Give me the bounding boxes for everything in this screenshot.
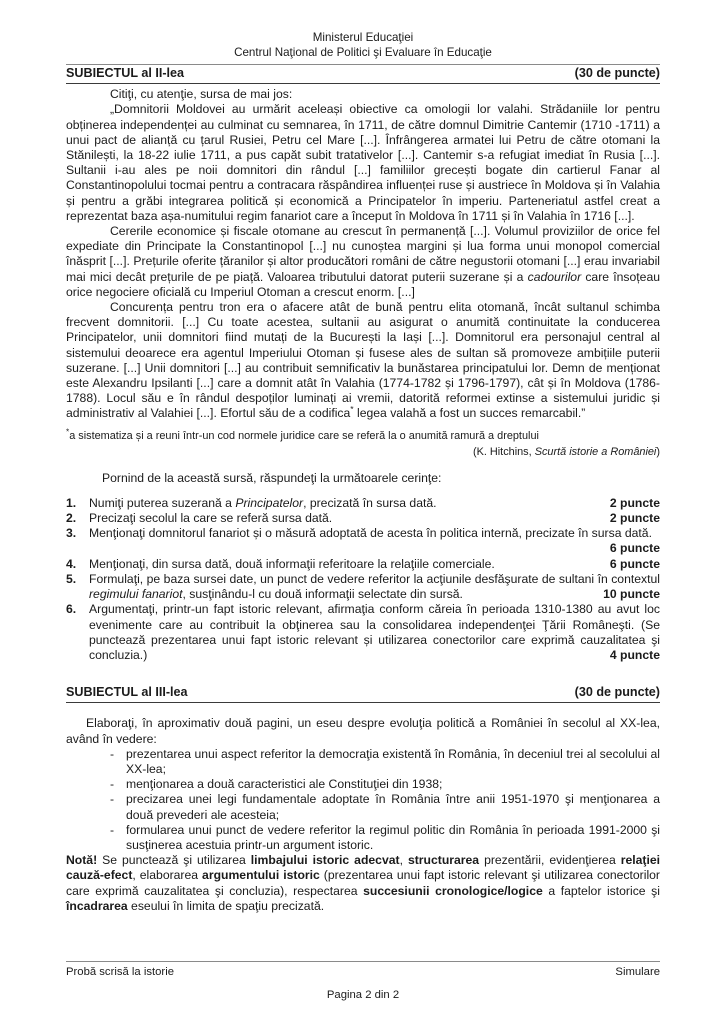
essay-bullet (110, 823, 660, 853)
essay-bullet (110, 792, 660, 822)
bullet-text: precizarea unei legi fundamentale adoptate în România între anii 1951-1970 şi menţionarea a două prevederi ale acesteia; (126, 792, 660, 822)
question-number: 1. (66, 495, 77, 510)
source-text (66, 102, 660, 421)
bullet-marker: - (110, 822, 115, 837)
question-points: 6 puncte (609, 541, 660, 556)
question-points: 4 puncte (609, 647, 660, 662)
question-text-content: Menţionaţi, din sursa dată, două informaţii referitoare la relaţiile comerciale. (89, 556, 495, 571)
question-number: 4. (66, 556, 77, 571)
question-item (66, 526, 660, 556)
question-item (66, 602, 660, 663)
document-header (66, 30, 660, 60)
question-points: 2 puncte (609, 495, 660, 510)
question-text-content: Numiţi puterea suzerană a Principatelor, precizată în sursa dată. (89, 495, 437, 510)
question-number: 6. (66, 602, 77, 617)
footer-session: Simulare (615, 966, 660, 978)
question-item (66, 511, 660, 526)
bullet-text: prezentarea unui aspect referitor la democraţia existentă în România, în deceniul trei al secolului al XX-lea; (126, 746, 660, 776)
question-text (89, 557, 660, 572)
bullet-marker: - (110, 777, 115, 792)
questions-list (66, 496, 660, 663)
question-number: 3. (66, 526, 77, 541)
essay-bullet (110, 777, 660, 792)
question-text (89, 496, 660, 511)
ministry-line: Ministerul Educaţiei (312, 31, 414, 44)
subject3-points: (30 de puncte) (574, 685, 660, 700)
footer-page-number: Pagina 2 din 2 (326, 989, 400, 1001)
question-points: 10 puncte (603, 587, 660, 602)
question-item (66, 572, 660, 602)
question-text-content: Formulaţi, pe baza sursei date, un punct de vedere referitor la acţiunile desfăşurate de sultani în contextul regimului fanariot, susţinându-l cu două informaţii selectate din sursă. (89, 571, 660, 602)
question-text (89, 602, 660, 663)
subject2-title: SUBIECTUL al II-lea (66, 66, 185, 80)
essay-intro: Elaboraţi, în aproximativ două pagini, un eseu despre evoluţia politică a României în secolul al XX-lea, având în vedere: (66, 716, 660, 746)
subject2-points: (30 de puncte) (574, 66, 660, 80)
source-citation: (K. Hitchins, Scurtă istorie a României) (472, 445, 660, 458)
document-footer (66, 961, 660, 1002)
bullet-text: formularea unui punct de vedere referitor la regimul politic din România în perioada 1991-2000 şi susţinerea acestuia printr-un argument istoric. (126, 822, 660, 852)
grading-note: Notă! Se punctează şi utilizarea limbajului istoric adecvat, structurarea prezentării, evidenţierea relaţiei cauză-efect, elaborarea argumentului istoric (prezentarea unui fapt istoric relevant şi utilizarea conectorilor care exprimă cauzalitatea şi concluzia), respectarea succesiunii cronologice/logice a faptelor istorice şi încadrarea eseului în limita de spaţiu precizată. (66, 853, 661, 913)
question-item (66, 496, 660, 511)
bullet-text: menţionarea a două caracteristici ale Constituţiei din 1938; (126, 777, 443, 792)
essay-bullet (110, 747, 660, 777)
question-points: 2 puncte (609, 511, 660, 526)
source-footnote: *a sistematiza și a reuni într-un cod normele juridice care se referă la o anumită ramură a dreptului (66, 427, 539, 442)
question-number: 2. (66, 511, 77, 526)
source-paragraph-3: Concurența pentru tron era o afacere atât de bună pentru elita otomană, încât sultanul schimba frecvent domnitorii. [...] Cu toate acestea, sultanii au asigurat o anumită continuitate la conducerea Principatelor, unii domnitori fiind mutați de la București la Iași [...]. Domnitorul era personajul central al sistemului deoarece era agentul Imperiului Otoman și fusese ales de sultan să promoveze ambițiile puterii suzerane. [...] Unii domnitori [...] au contribuit semnificativ la bunăstarea principatului lor. Demn de menționat este Alexandru Ipsilanti [...] care a domnit atât în Valahia (1774-1782 și 1796-1797), cât și în Moldova (1786-1788). Locul său e în rândul despoților luminați ai vremii, datorită reformei extinse a sistemului juridic și administrativ al Valahiei [...]. Efortul său de a codifica* legea valahă a fost un succes remarcabil.” (66, 300, 660, 421)
subject3-header (66, 684, 660, 703)
question-text-content: Menţionaţi domnitorul fanariot și o măsură adoptată de acesta în politica internă, precizate în sursa dată. (89, 526, 652, 541)
footer-exam-type: Probă scrisă la istorie (66, 966, 174, 978)
question-text-content: Precizaţi secolul la care se referă sursa dată. (89, 511, 333, 526)
question-text-content: Argumentaţi, printr-un fapt istoric relevant, afirmaţia conform căreia în perioada 1310-1380 au avut loc evenimente care au contribuit la obţinerea sau la consolidarea independenţei Ţării Româneşti. (Se punctează prezentarea unui fapt istoric relevant și utilizarea conectorilor care exprimă cauzalitatea şi concluzia.) (89, 602, 660, 662)
source-paragraph-1: „Domnitorii Moldovei au urmărit aceleași obiective ca omologii lor valahi. Strădaniile lor pentru obținerea independenței au culminat cu semnarea, în 1711, de către domnul Dimitrie Cantemir (1710 -1711) a unui pact de alianță cu țarul Rusiei, Petru cel Mare [...]. Înfrângerea armatei lui Petru de către otomani la Stănilești, la 18-22 iulie 1711, a pus capăt subit tratativelor [...]. Cantemir s-a refugiat imediat în Rusia [...]. Sultanii i-au ales pe noii domnitori din rândul [...] familiilor grecești bogate din cartierul Fanar al Constantinopolului tocmai pentru a contracara răspândirea influenței ruse și austriece în Moldova și în Valahia și pentru a grăbi integrarea politică și economică a Principatelor în imperiu. Parteneriatul astfel creat a reprezentat baza așa-numitului regim fanariot care a început în Moldova în 1711 și în Valahia în 1716 [...]. (66, 102, 660, 223)
essay-requirements (66, 747, 660, 853)
question-number: 5. (66, 571, 77, 586)
subject3-title: SUBIECTUL al III-lea (66, 685, 188, 700)
footer-row (66, 965, 660, 979)
bullet-marker: - (110, 746, 115, 761)
question-points: 6 puncte (609, 556, 660, 571)
center-line: Centrul Naţional de Politici şi Evaluare în Educaţie (234, 46, 492, 59)
question-text (89, 572, 660, 602)
questions-prompt: Pornind de la această sursă, răspundeţi la următoarele cerinţe: (102, 470, 442, 485)
bullet-marker: - (110, 792, 115, 807)
question-text (89, 526, 660, 556)
source-paragraph-2: Cererile economice și fiscale otomane au crescut în permanență [...]. Volumul proviziilor de orice fel expediate din Principate la Constantinopol [...] nu cunoștea margini și lua forma unui monopol comercial înăsprit [...]. Prețurile oferite țăranilor și altor producători români de către negustorii otomani [...] erau invariabil mai mici decât prețurile de pe piață. Valoarea tributului datorat puterii suzerane și a cadourilor care însoțeau orice negociere oficială cu Imperiul Otoman a crescut enorm. [...] (66, 224, 660, 299)
question-item (66, 557, 660, 572)
question-text (89, 511, 660, 526)
subject2-instruction: Citiţi, cu atenţie, sursa de mai jos: (110, 87, 293, 102)
subject2-header (66, 65, 660, 84)
